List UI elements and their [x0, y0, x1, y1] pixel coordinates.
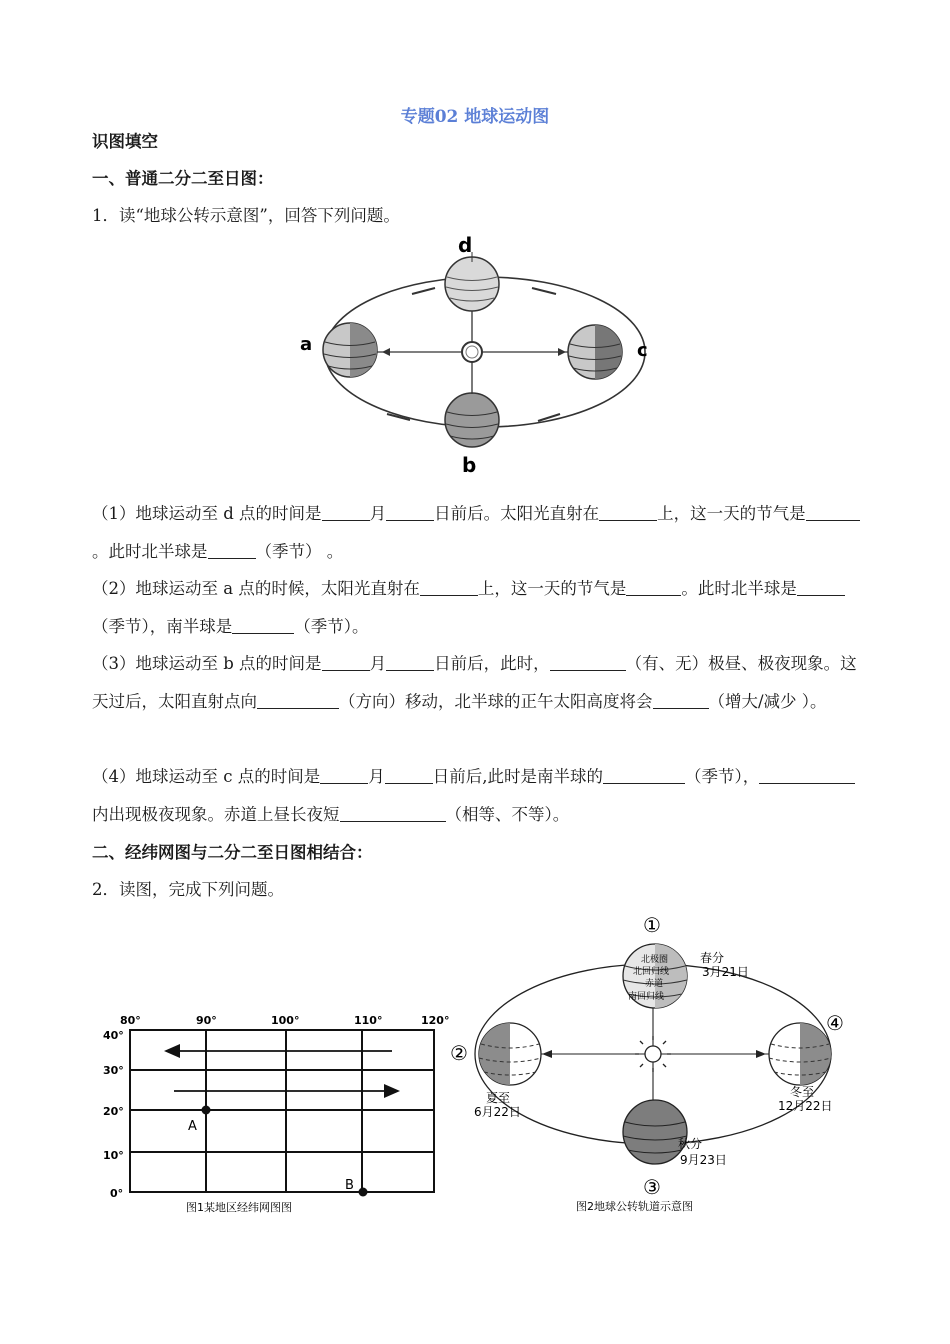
longitude-label: 120°	[421, 1014, 450, 1027]
question-1-2: （2）地球运动至 a 点的时候，太阳光直射在 上，这一天的节气是 。此时北半球是（季节），南半球是 （季节）。	[92, 570, 862, 645]
grid-figure	[100, 1008, 460, 1218]
latitude-label: 30°	[103, 1064, 124, 1077]
longitude-label: 100°	[271, 1014, 300, 1027]
marker-4: ④	[826, 1011, 844, 1035]
arrowhead-icon	[542, 1050, 552, 1058]
grid-figure-caption: 图1某地区经纬网图图	[186, 1201, 292, 1214]
answer-blank[interactable]	[322, 504, 370, 521]
spring-date: 3月21日	[702, 965, 749, 979]
summer-name: 夏至	[486, 1091, 511, 1105]
sun-core-icon	[466, 346, 478, 358]
orbit-arrow-icon	[532, 288, 556, 294]
globe-label: 北回归线	[633, 967, 670, 977]
orbit-figure-2	[448, 910, 848, 1220]
marker-1: ①	[643, 913, 661, 937]
q1-intro: 1．读“地球公转示意图”，回答下列问题。	[92, 206, 400, 225]
marker-3: ③	[643, 1175, 661, 1199]
latitude-label: 0°	[110, 1187, 124, 1200]
earth-orbit-figure-1	[300, 232, 660, 477]
label-d: d	[458, 233, 473, 257]
answer-blank[interactable]	[320, 767, 368, 784]
answer-blank[interactable]	[386, 654, 434, 671]
answer-blank[interactable]	[340, 805, 446, 822]
answer-blank[interactable]	[386, 504, 434, 521]
answer-blank[interactable]	[322, 654, 370, 671]
winter-date: 12月22日	[778, 1099, 833, 1113]
autumn-name: 秋分	[678, 1137, 703, 1151]
answer-blank[interactable]	[806, 504, 860, 521]
latitude-label: 20°	[103, 1105, 124, 1118]
arrowhead-right-icon	[384, 1084, 400, 1098]
part1-heading: 一、普通二分二至日图：	[92, 169, 274, 188]
summer-date: 6月22日	[474, 1105, 521, 1119]
question-1-1: （1）地球运动至 d 点的时间是 月 日前后。太阳光直射在 上，这一天的节气是。此时北半球是 （季节） 。	[92, 495, 862, 570]
answer-blank[interactable]	[420, 579, 478, 596]
label-a: a	[300, 334, 313, 355]
orbit-figure-caption: 图2地球公转轨道示意图	[576, 1200, 693, 1213]
marker-2: ②	[450, 1041, 468, 1065]
globe-b	[445, 384, 499, 447]
answer-blank[interactable]	[797, 579, 845, 596]
globe-c	[568, 325, 622, 379]
question-1-3: （3）地球运动至 b 点的时间是 月 日前后，此时， （有、无）极昼、极夜现象。这天过后，太阳直射点向 （方向）移动，北半球的正午太阳高度将会 （增大/减少 ）。	[92, 654, 857, 711]
answer-blank[interactable]	[257, 692, 339, 709]
point-b-label: B	[345, 1178, 354, 1193]
q2-intro: 2．读图，完成下列问题。	[92, 880, 284, 899]
longitude-label: 110°	[354, 1014, 383, 1027]
question-1-4: （4）地球运动至 c 点的时间是 月 日前后,此时是南半球的 （季节），内出现极夜现象。赤道上昼长夜短 （相等、不等）。	[92, 758, 862, 833]
label-b: b	[462, 453, 477, 477]
page-title: 专题02 地球运动图	[400, 107, 550, 127]
answer-blank[interactable]	[599, 504, 657, 521]
globe-spring	[623, 944, 687, 1008]
latitude-label: 10°	[103, 1149, 124, 1162]
orbit-arrow-icon	[412, 288, 435, 294]
winter-name: 冬至	[790, 1085, 815, 1099]
section-heading: 识图填空	[92, 132, 158, 151]
latitude-label: 40°	[103, 1029, 124, 1042]
arrowhead-left-icon	[164, 1044, 180, 1058]
answer-blank[interactable]	[232, 617, 294, 634]
answer-blank[interactable]	[385, 767, 433, 784]
globe-label: 赤道	[645, 979, 664, 989]
answer-blank[interactable]	[653, 692, 709, 709]
point-b	[359, 1188, 368, 1197]
spring-name: 春分	[700, 951, 725, 965]
answer-blank[interactable]	[603, 767, 685, 784]
answer-blank[interactable]	[759, 767, 855, 784]
globe-winter	[769, 1023, 831, 1085]
arrowhead-icon	[558, 348, 566, 356]
globe-summer	[479, 1023, 541, 1085]
point-a-label: A	[188, 1119, 197, 1134]
arrowhead-icon	[756, 1050, 766, 1058]
autumn-date: 9月23日	[680, 1153, 727, 1167]
globe-d	[445, 252, 499, 311]
globe-label: 北极圈	[641, 955, 669, 965]
globe-autumn	[623, 1100, 687, 1164]
answer-blank[interactable]	[626, 579, 681, 596]
globe-label: 南回归线	[628, 992, 665, 1002]
label-c: c	[637, 340, 648, 361]
arrowhead-icon	[382, 348, 390, 356]
part2-heading: 二、经纬网图与二分二至日图相结合：	[92, 843, 373, 862]
point-a	[202, 1106, 211, 1115]
answer-blank[interactable]	[550, 654, 626, 671]
longitude-label: 80°	[120, 1014, 141, 1027]
answer-blank[interactable]	[208, 542, 256, 559]
globe-a	[323, 323, 377, 377]
longitude-label: 90°	[196, 1014, 217, 1027]
